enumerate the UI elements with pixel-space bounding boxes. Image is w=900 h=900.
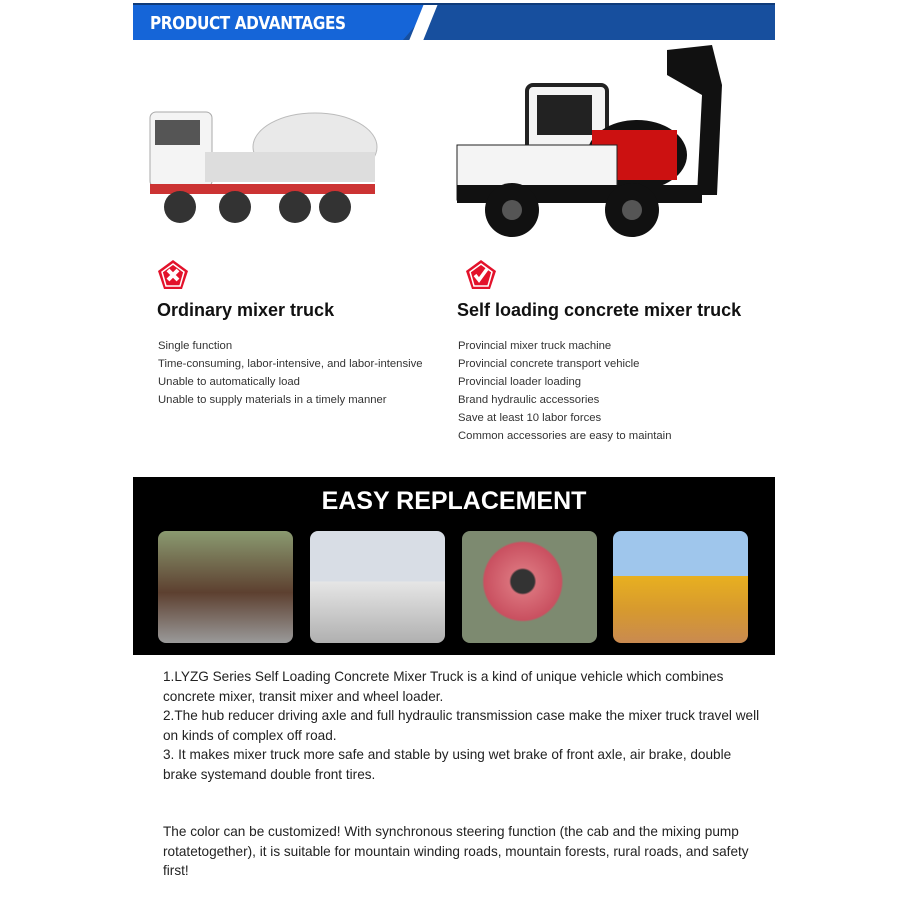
ordinary-mixer-truck-image: [145, 92, 385, 237]
list-item: Unable to supply materials in a timely manner: [158, 394, 387, 406]
description-line: 2.The hub reducer driving axle and full hydraulic transmission case make the mixer truck travel well on kinds of complex off road.: [163, 708, 760, 743]
list-item: Brand hydraulic accessories: [458, 394, 600, 406]
check-pentagon-icon: [465, 259, 497, 291]
list-item: Unable to automatically load: [158, 376, 300, 388]
wheel-loader-photo: [613, 531, 748, 643]
self-loading-truck-title: Self loading concrete mixer truck: [457, 300, 742, 320]
list-item: Provincial mixer truck machine: [458, 340, 612, 352]
self-loading-mixer-truck-image: [452, 45, 732, 247]
description-line: 1.LYZG Series Self Loading Concrete Mixer Truck is a kind of unique vehicle which combines concrete mixer, transit mixer and wheel loader.: [163, 669, 724, 704]
list-item: Single function: [158, 340, 233, 352]
section-title: PRODUCT ADVANTAGES: [150, 13, 346, 34]
customization-note: The color can be customized! With synchronous steering function (the cab and the mixing pump rotatetogether), it is suitable for mountain winding roads, mountain forests, rural roads, and safety first!: [163, 824, 749, 878]
description-line: 3. It makes mixer truck more safe and stable by using wet brake of front axle, air brake, double brake systemand double front tires.: [163, 747, 732, 782]
concrete-mixer-photo: [462, 531, 597, 643]
easy-replacement-title: EASY REPLACEMENT: [321, 487, 587, 515]
x-pentagon-icon: [157, 259, 189, 291]
self-loading-truck-list: [458, 337, 671, 445]
small-mixer-truck-photo: [310, 531, 445, 643]
list-item: Provincial concrete transport vehicle: [458, 358, 640, 370]
list-item: Save at least 10 labor forces: [458, 412, 602, 424]
list-item: Common accessories are easy to maintain: [458, 430, 672, 442]
wheelbarrow-photo: [158, 531, 293, 643]
ordinary-truck-list: [158, 337, 423, 409]
description-list: [163, 667, 763, 784]
ordinary-truck-title: Ordinary mixer truck: [157, 300, 335, 320]
list-item: Time-consuming, labor-intensive, and labor-intensive: [158, 358, 423, 370]
section-header: [133, 3, 775, 40]
list-item: Provincial loader loading: [458, 376, 582, 388]
easy-replacement-banner: [133, 477, 775, 655]
